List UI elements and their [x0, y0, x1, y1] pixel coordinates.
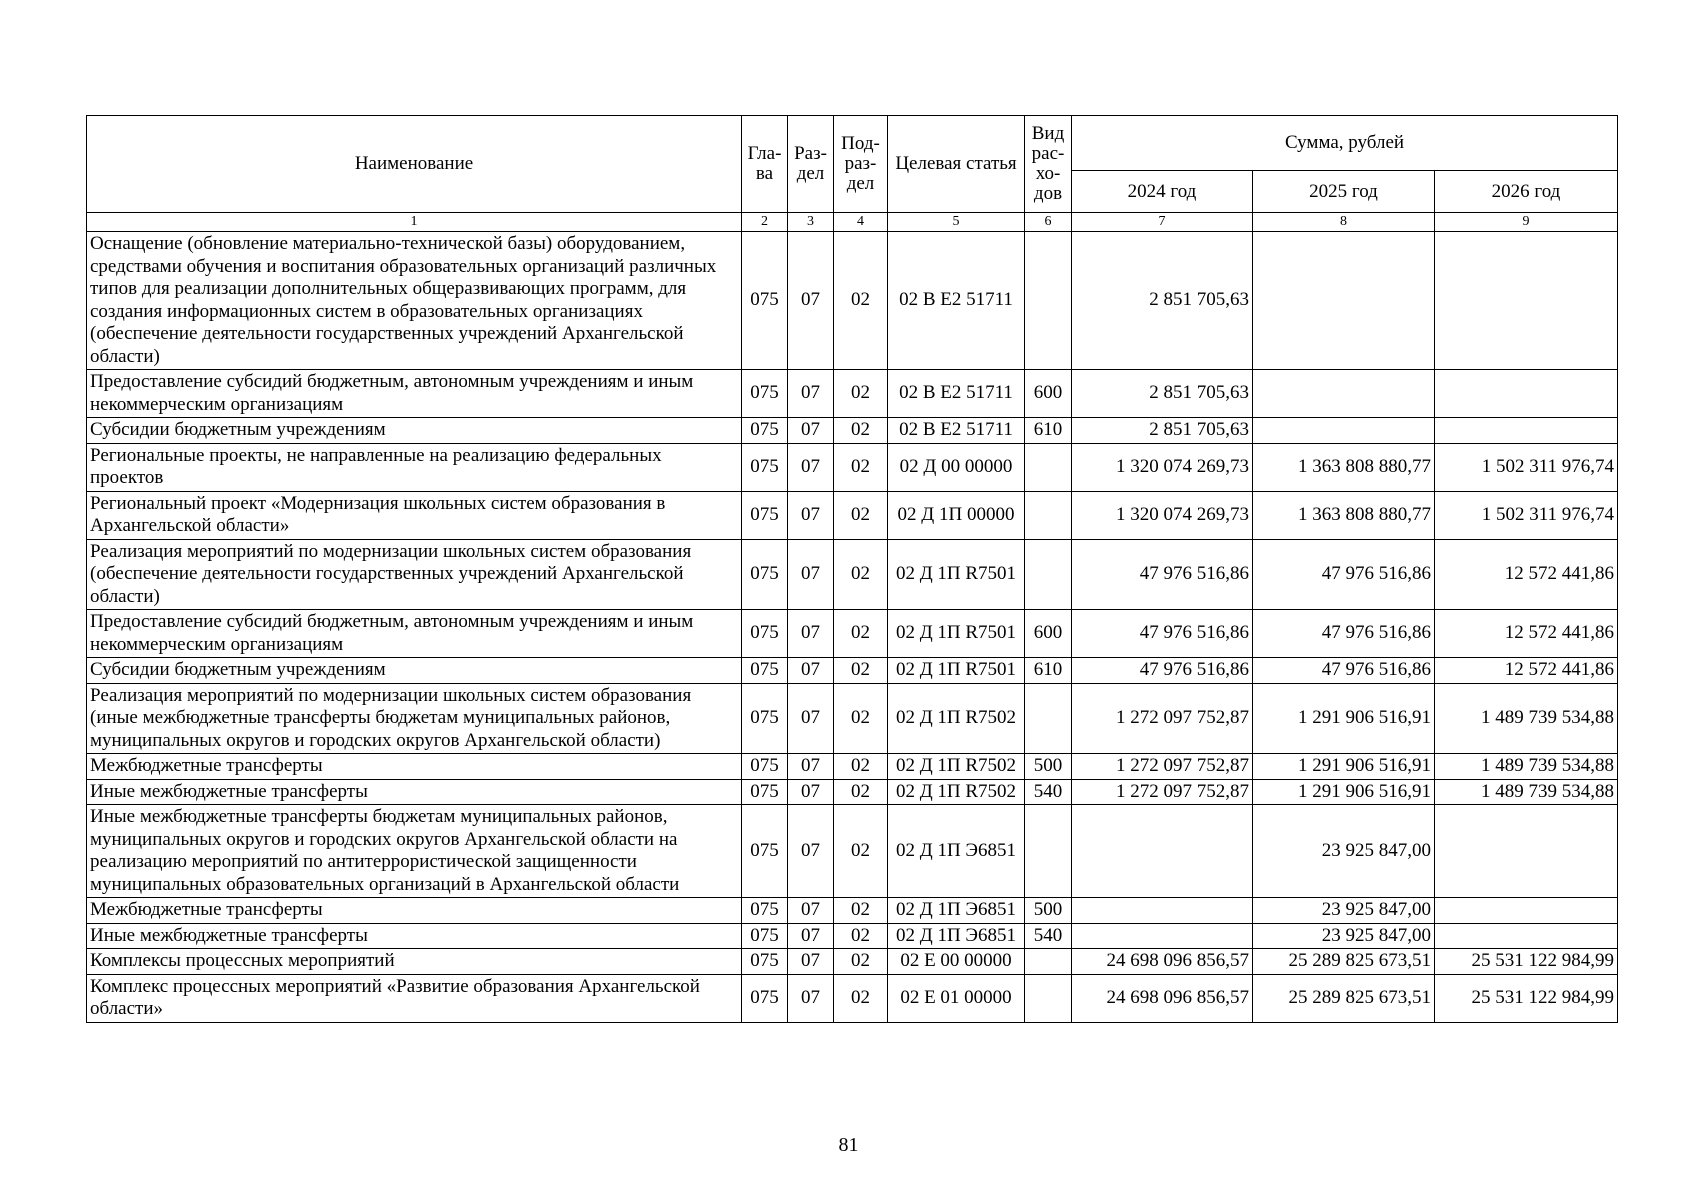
cell-target-article: 02 Д 00 00000 [888, 443, 1025, 491]
cell-expense-type: 600 [1025, 370, 1072, 418]
page-number: 81 [838, 1134, 859, 1156]
table-row [87, 898, 1618, 924]
cell-podrazdel: 02 [834, 658, 888, 684]
header-year-2026: 2026 год [1435, 171, 1618, 213]
cell-glava: 075 [742, 418, 788, 444]
cell-name: Субсидии бюджетным учреждениям [87, 418, 742, 444]
cell-target-article: 02 В Е2 51711 [888, 232, 1025, 370]
cell-glava: 075 [742, 491, 788, 539]
cell-amount-2026: 12 572 441,86 [1435, 658, 1618, 684]
cell-amount-2024: 1 320 074 269,73 [1072, 491, 1253, 539]
cell-podrazdel: 02 [834, 683, 888, 754]
cell-amount-2024: 47 976 516,86 [1072, 539, 1253, 610]
cell-expense-type [1025, 232, 1072, 370]
cell-amount-2024 [1072, 805, 1253, 898]
cell-amount-2025: 47 976 516,86 [1253, 658, 1435, 684]
cell-target-article: 02 В Е2 51711 [888, 370, 1025, 418]
cell-name: Предоставление субсидий бюджетным, автономным учреждениям и иным некоммерческим организациям [87, 610, 742, 658]
cell-podrazdel: 02 [834, 418, 888, 444]
cell-target-article: 02 Е 00 00000 [888, 949, 1025, 975]
cell-target-article: 02 Е 01 00000 [888, 974, 1025, 1022]
cell-amount-2026: 12 572 441,86 [1435, 539, 1618, 610]
table-row [87, 418, 1618, 444]
header-podrazdel: Под-раз-дел [834, 116, 888, 213]
cell-glava: 075 [742, 949, 788, 975]
cell-amount-2025: 23 925 847,00 [1253, 805, 1435, 898]
header-year-2025: 2025 год [1253, 171, 1435, 213]
cell-amount-2025: 23 925 847,00 [1253, 898, 1435, 924]
table-row [87, 232, 1618, 370]
cell-amount-2024: 24 698 096 856,57 [1072, 974, 1253, 1022]
cell-amount-2026: 12 572 441,86 [1435, 610, 1618, 658]
table-row [87, 805, 1618, 898]
cell-glava: 075 [742, 658, 788, 684]
header-year-2024: 2024 год [1072, 171, 1253, 213]
cell-amount-2026: 1 489 739 534,88 [1435, 754, 1618, 780]
cell-expense-type: 500 [1025, 898, 1072, 924]
cell-razdel: 07 [788, 949, 834, 975]
cell-amount-2026 [1435, 805, 1618, 898]
cell-glava: 075 [742, 683, 788, 754]
header-expense-type: Вид рас-хо-дов [1025, 116, 1072, 213]
cell-podrazdel: 02 [834, 974, 888, 1022]
cell-razdel: 07 [788, 898, 834, 924]
cell-amount-2025 [1253, 232, 1435, 370]
cell-expense-type: 600 [1025, 610, 1072, 658]
cell-target-article: 02 Д 1П R7501 [888, 539, 1025, 610]
cell-glava: 075 [742, 754, 788, 780]
cell-amount-2025: 1 291 906 516,91 [1253, 779, 1435, 805]
cell-name: Комплексы процессных мероприятий [87, 949, 742, 975]
cell-name: Иные межбюджетные трансферты бюджетам муниципальных районов, муниципальных округов и городских округов Архангельской области на реализацию мероприятий по антитеррористической защищенности муниципальных образовательных организаций в Архангельской области [87, 805, 742, 898]
cell-amount-2026: 1 489 739 534,88 [1435, 683, 1618, 754]
column-number: 7 [1072, 213, 1253, 232]
cell-razdel: 07 [788, 658, 834, 684]
cell-amount-2026 [1435, 418, 1618, 444]
cell-amount-2026: 1 489 739 534,88 [1435, 779, 1618, 805]
cell-glava: 075 [742, 805, 788, 898]
table-row [87, 683, 1618, 754]
header-name: Наименование [87, 116, 742, 213]
cell-razdel: 07 [788, 779, 834, 805]
cell-razdel: 07 [788, 491, 834, 539]
cell-glava: 075 [742, 898, 788, 924]
budget-table [86, 115, 1618, 1023]
cell-target-article: 02 Д 1П R7501 [888, 658, 1025, 684]
cell-podrazdel: 02 [834, 610, 888, 658]
cell-razdel: 07 [788, 754, 834, 780]
cell-podrazdel: 02 [834, 898, 888, 924]
cell-razdel: 07 [788, 974, 834, 1022]
header-sum: Сумма, рублей [1072, 116, 1618, 171]
cell-razdel: 07 [788, 370, 834, 418]
cell-razdel: 07 [788, 805, 834, 898]
cell-expense-type: 540 [1025, 779, 1072, 805]
cell-amount-2026 [1435, 898, 1618, 924]
cell-amount-2024: 24 698 096 856,57 [1072, 949, 1253, 975]
cell-amount-2025: 1 291 906 516,91 [1253, 683, 1435, 754]
cell-target-article: 02 Д 1П R7502 [888, 779, 1025, 805]
table-row [87, 443, 1618, 491]
cell-target-article: 02 Д 1П R7501 [888, 610, 1025, 658]
cell-amount-2026: 25 531 122 984,99 [1435, 949, 1618, 975]
cell-expense-type [1025, 683, 1072, 754]
header-target-article: Целевая статья [888, 116, 1025, 213]
cell-amount-2025: 1 363 808 880,77 [1253, 491, 1435, 539]
cell-name: Предоставление субсидий бюджетным, автономным учреждениям и иным некоммерческим организациям [87, 370, 742, 418]
cell-name: Региональные проекты, не направленные на реализацию федеральных проектов [87, 443, 742, 491]
cell-name: Оснащение (обновление материально-технической базы) оборудованием, средствами обучения и воспитания образовательных организаций различных типов для реализации дополнительных общеразвивающих программ, для создания информационных систем в образовательных организациях (обеспечение деятельности государственных учреждений Архангельской области) [87, 232, 742, 370]
cell-amount-2024 [1072, 923, 1253, 949]
cell-amount-2025 [1253, 418, 1435, 444]
column-number: 2 [742, 213, 788, 232]
cell-amount-2026 [1435, 232, 1618, 370]
cell-expense-type: 610 [1025, 658, 1072, 684]
cell-podrazdel: 02 [834, 232, 888, 370]
cell-razdel: 07 [788, 683, 834, 754]
cell-name: Региональный проект «Модернизация школьных систем образования в Архангельской области» [87, 491, 742, 539]
cell-podrazdel: 02 [834, 539, 888, 610]
cell-razdel: 07 [788, 610, 834, 658]
cell-expense-type [1025, 805, 1072, 898]
cell-amount-2025: 47 976 516,86 [1253, 610, 1435, 658]
table-row [87, 949, 1618, 975]
table-row [87, 610, 1618, 658]
cell-razdel: 07 [788, 923, 834, 949]
cell-target-article: 02 Д 1П 00000 [888, 491, 1025, 539]
table-row [87, 923, 1618, 949]
cell-razdel: 07 [788, 232, 834, 370]
cell-amount-2026 [1435, 370, 1618, 418]
cell-target-article: 02 Д 1П R7502 [888, 683, 1025, 754]
cell-glava: 075 [742, 610, 788, 658]
cell-podrazdel: 02 [834, 370, 888, 418]
header-razdel: Раз-дел [788, 116, 834, 213]
cell-name: Комплекс процессных мероприятий «Развитие образования Архангельской области» [87, 974, 742, 1022]
cell-name: Реализация мероприятий по модернизации школьных систем образования (обеспечение деятельности государственных учреждений Архангельской области) [87, 539, 742, 610]
table-row [87, 754, 1618, 780]
cell-podrazdel: 02 [834, 779, 888, 805]
cell-amount-2024: 1 320 074 269,73 [1072, 443, 1253, 491]
header-glava: Гла-ва [742, 116, 788, 213]
cell-amount-2024: 1 272 097 752,87 [1072, 683, 1253, 754]
cell-amount-2024: 47 976 516,86 [1072, 658, 1253, 684]
cell-amount-2024: 1 272 097 752,87 [1072, 754, 1253, 780]
cell-glava: 075 [742, 539, 788, 610]
cell-amount-2025: 1 363 808 880,77 [1253, 443, 1435, 491]
cell-amount-2024 [1072, 898, 1253, 924]
cell-target-article: 02 Д 1П Э6851 [888, 898, 1025, 924]
cell-name: Межбюджетные трансферты [87, 898, 742, 924]
cell-expense-type [1025, 491, 1072, 539]
cell-name: Иные межбюджетные трансферты [87, 923, 742, 949]
column-number: 1 [87, 213, 742, 232]
column-number: 5 [888, 213, 1025, 232]
cell-amount-2025: 25 289 825 673,51 [1253, 949, 1435, 975]
table-row [87, 658, 1618, 684]
cell-name: Иные межбюджетные трансферты [87, 779, 742, 805]
cell-amount-2025 [1253, 370, 1435, 418]
cell-expense-type [1025, 974, 1072, 1022]
cell-expense-type: 540 [1025, 923, 1072, 949]
cell-amount-2024: 47 976 516,86 [1072, 610, 1253, 658]
cell-expense-type: 610 [1025, 418, 1072, 444]
cell-amount-2024: 2 851 705,63 [1072, 232, 1253, 370]
cell-glava: 075 [742, 923, 788, 949]
cell-amount-2025: 1 291 906 516,91 [1253, 754, 1435, 780]
cell-target-article: 02 В Е2 51711 [888, 418, 1025, 444]
cell-amount-2026 [1435, 923, 1618, 949]
cell-podrazdel: 02 [834, 949, 888, 975]
table-row [87, 370, 1618, 418]
cell-name: Субсидии бюджетным учреждениям [87, 658, 742, 684]
column-number: 6 [1025, 213, 1072, 232]
table-header [87, 116, 1618, 232]
cell-podrazdel: 02 [834, 754, 888, 780]
cell-amount-2025: 25 289 825 673,51 [1253, 974, 1435, 1022]
cell-glava: 075 [742, 443, 788, 491]
column-number: 3 [788, 213, 834, 232]
column-number: 9 [1435, 213, 1618, 232]
cell-name: Межбюджетные трансферты [87, 754, 742, 780]
cell-podrazdel: 02 [834, 805, 888, 898]
cell-razdel: 07 [788, 443, 834, 491]
cell-razdel: 07 [788, 418, 834, 444]
cell-amount-2024: 2 851 705,63 [1072, 370, 1253, 418]
cell-podrazdel: 02 [834, 923, 888, 949]
column-number-row [87, 213, 1618, 232]
cell-glava: 075 [742, 974, 788, 1022]
cell-amount-2025: 23 925 847,00 [1253, 923, 1435, 949]
cell-amount-2026: 25 531 122 984,99 [1435, 974, 1618, 1022]
table-row [87, 539, 1618, 610]
cell-target-article: 02 Д 1П Э6851 [888, 805, 1025, 898]
cell-amount-2026: 1 502 311 976,74 [1435, 491, 1618, 539]
cell-target-article: 02 Д 1П Э6851 [888, 923, 1025, 949]
cell-amount-2024: 1 272 097 752,87 [1072, 779, 1253, 805]
cell-amount-2025: 47 976 516,86 [1253, 539, 1435, 610]
cell-podrazdel: 02 [834, 491, 888, 539]
cell-amount-2026: 1 502 311 976,74 [1435, 443, 1618, 491]
column-number: 8 [1253, 213, 1435, 232]
cell-name: Реализация мероприятий по модернизации школьных систем образования (иные межбюджетные трансферты бюджетам муниципальных районов, муниципальных округов и городских округов Архангельской области) [87, 683, 742, 754]
cell-razdel: 07 [788, 539, 834, 610]
cell-expense-type: 500 [1025, 754, 1072, 780]
table-body [87, 232, 1618, 1023]
column-number: 4 [834, 213, 888, 232]
cell-expense-type [1025, 443, 1072, 491]
table-row [87, 779, 1618, 805]
cell-expense-type [1025, 949, 1072, 975]
table-row [87, 974, 1618, 1022]
cell-glava: 075 [742, 232, 788, 370]
cell-glava: 075 [742, 370, 788, 418]
cell-expense-type [1025, 539, 1072, 610]
cell-glava: 075 [742, 779, 788, 805]
cell-podrazdel: 02 [834, 443, 888, 491]
cell-amount-2024: 2 851 705,63 [1072, 418, 1253, 444]
table-row [87, 491, 1618, 539]
cell-target-article: 02 Д 1П R7502 [888, 754, 1025, 780]
